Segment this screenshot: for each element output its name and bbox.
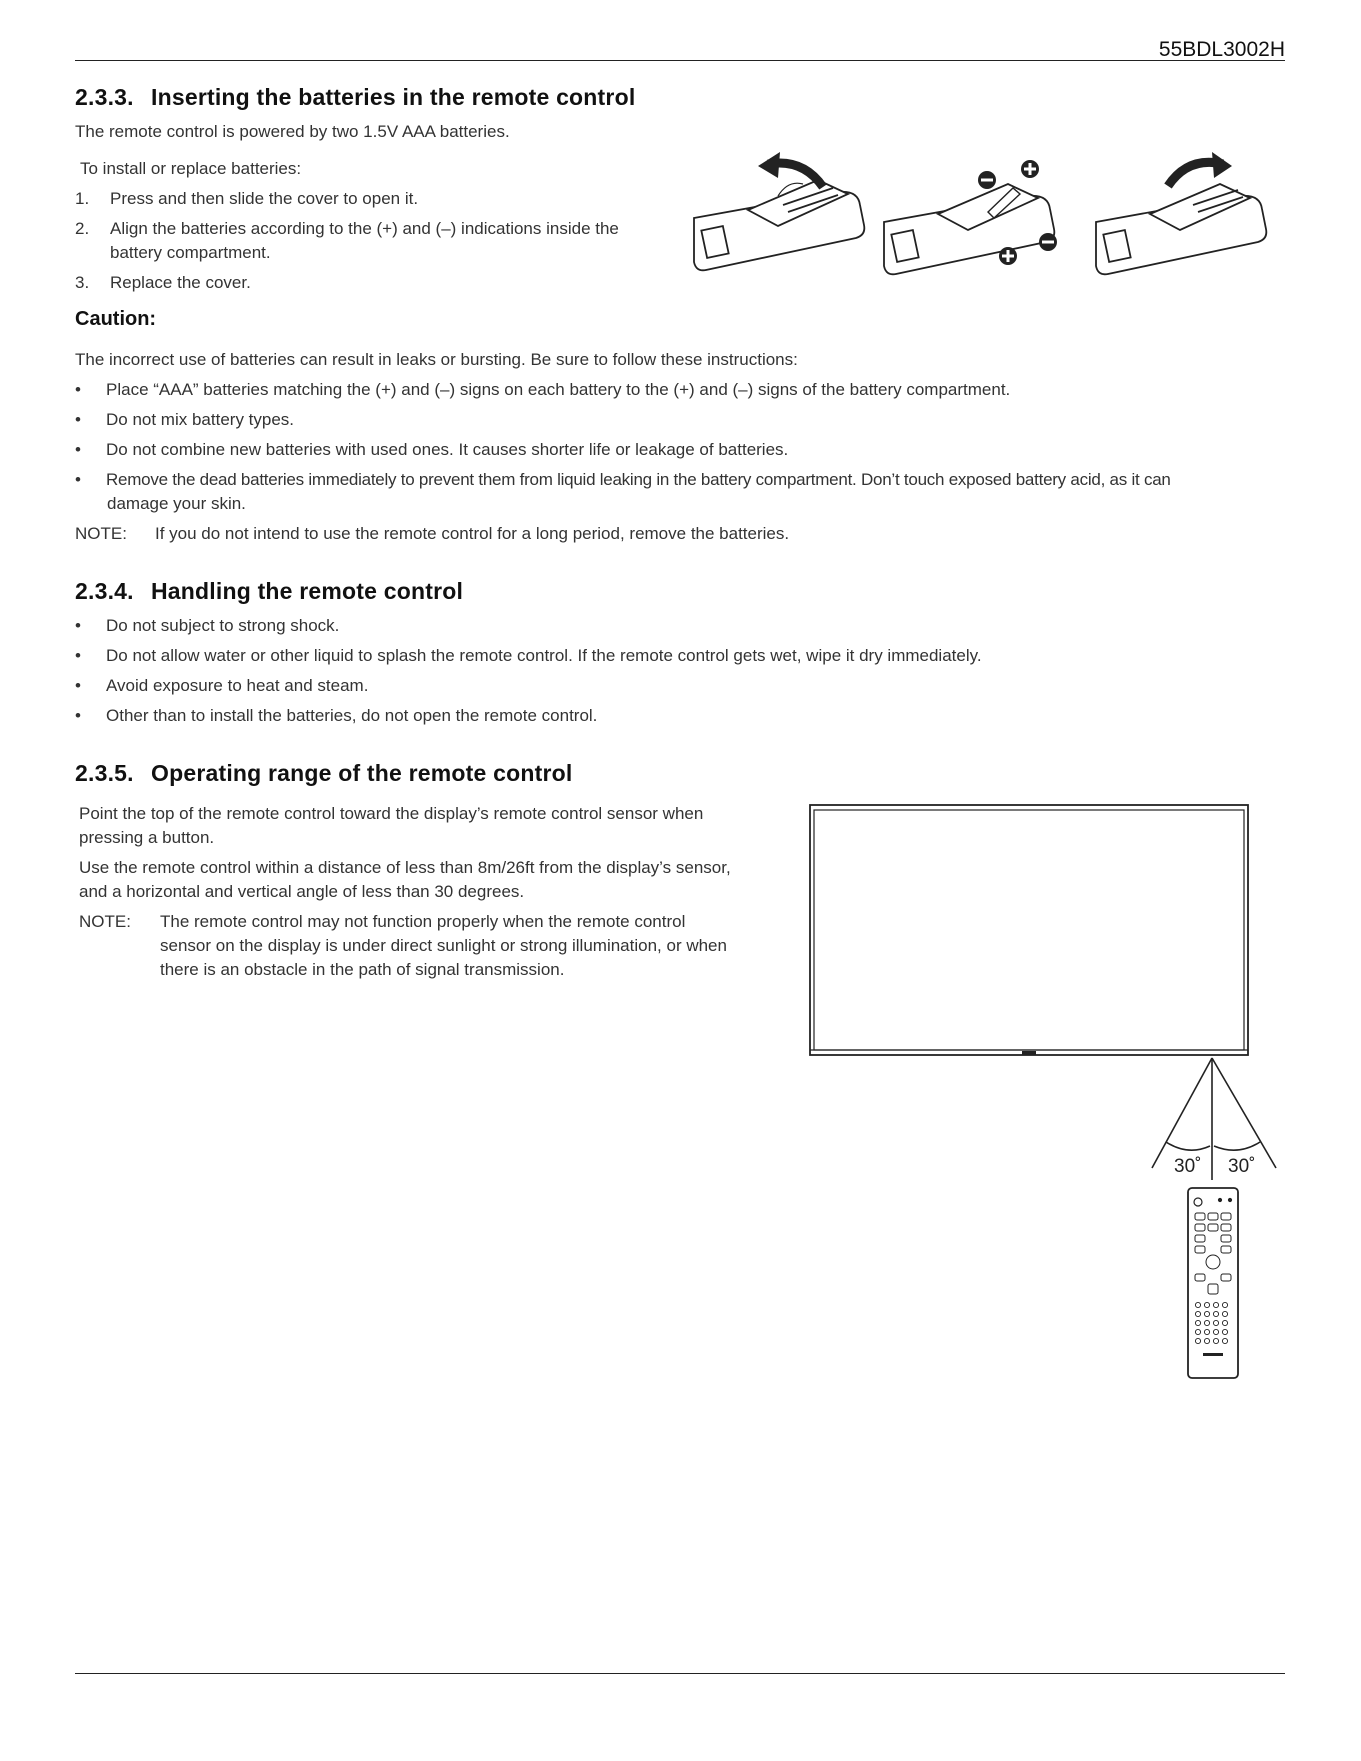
brand-logo-icon — [1203, 1353, 1223, 1356]
range-note-label: NOTE: — [79, 912, 131, 931]
step-number: 3. — [75, 273, 90, 292]
range-note-line-2: sensor on the display is under direct sunlight or strong illumination, or when — [160, 936, 727, 955]
battery-intro: The remote control is powered by two 1.5V AAA batteries. — [75, 122, 510, 141]
caution-label: Caution: — [75, 308, 157, 330]
model-number: 55BDL3002H — [1158, 38, 1285, 61]
step-2 — [75, 217, 619, 241]
bullet-icon: • — [75, 646, 81, 665]
bullet-icon: • — [75, 380, 81, 399]
section-title: Operating range of the remote control — [151, 760, 573, 786]
remote-sensor-icon — [1022, 1051, 1036, 1055]
step-2-continued: battery compartment. — [110, 243, 271, 262]
handling-bullet-3 — [75, 674, 368, 698]
section-number: 2.3.4. — [75, 578, 134, 604]
battery-install-illustration — [688, 150, 1276, 285]
bullet-icon: • — [75, 410, 81, 429]
step-1 — [75, 187, 418, 211]
caution-bullet-4 — [75, 468, 1171, 492]
handling-bullet-4 — [75, 704, 597, 728]
angle-left-label: 30˚ — [1174, 1156, 1202, 1177]
section-title: Handling the remote control — [151, 578, 464, 604]
section-2-3-5-heading — [75, 760, 572, 787]
bullet-icon: • — [75, 706, 81, 725]
bullet-text: Remove the dead batteries immediately to prevent them from liquid leaking in the battery compartment. Don’t touch exposed battery acid, as it can — [106, 470, 1171, 489]
bullet-icon: • — [75, 470, 81, 489]
remote-open-cover-figure — [694, 180, 864, 270]
bullet-icon: • — [75, 616, 81, 635]
step-text: Press and then slide the cover to open it. — [110, 189, 419, 208]
handling-bullet-2 — [75, 644, 982, 668]
step-number: 1. — [75, 189, 90, 208]
caution-bullet-1 — [75, 378, 1010, 402]
section-number: 2.3.3. — [75, 84, 134, 110]
step-number: 2. — [75, 219, 90, 238]
range-para-2-line-2: and a horizontal and vertical angle of less than 30 degrees. — [79, 882, 525, 901]
section-title: Inserting the batteries in the remote control — [151, 84, 636, 110]
note-text: If you do not intend to use the remote control for a long period, remove the batteries. — [155, 524, 790, 543]
bullet-text: Do not allow water or other liquid to splash the remote control. If the remote control gets wet, wipe it dry immediately. — [106, 646, 982, 665]
install-label: To install or replace batteries: — [80, 159, 302, 178]
section-number: 2.3.5. — [75, 760, 134, 786]
range-para-2-line-1: Use the remote control within a distance of less than 8m/26ft from the display’s sensor, — [79, 858, 731, 877]
bullet-icon: • — [75, 440, 81, 459]
caution-bullet-2 — [75, 408, 294, 432]
section-2-3-4-heading — [75, 578, 463, 605]
step-text: Replace the cover. — [110, 273, 251, 292]
range-note-line-1: The remote control may not function properly when the remote control — [160, 912, 686, 931]
note-label: NOTE: — [75, 524, 127, 543]
remote-batteries-figure — [884, 184, 1054, 274]
bullet-icon: • — [75, 676, 81, 695]
handling-bullet-1 — [75, 614, 339, 638]
remote-replace-cover-figure — [1096, 184, 1266, 274]
display-figure — [810, 805, 1248, 1055]
bullet-text: Avoid exposure to heat and steam. — [106, 676, 369, 695]
step-3 — [75, 271, 251, 295]
section-2-3-3-heading — [75, 84, 635, 111]
range-para-1-line-1: Point the top of the remote control toward the display’s remote control sensor when — [79, 804, 704, 823]
bullet-text: Do not subject to strong shock. — [106, 616, 340, 635]
angle-diagram — [1152, 1058, 1276, 1180]
caution-bullet-4-continued: damage your skin. — [107, 494, 246, 513]
battery-note — [75, 522, 789, 546]
range-para-1-line-2: pressing a button. — [79, 828, 215, 847]
bullet-text: Place “AAA” batteries matching the (+) and (–) signs on each battery to the (+) and (–) signs of the battery compartment. — [106, 380, 1011, 399]
angle-right-label: 30˚ — [1228, 1156, 1256, 1177]
operating-range-illustration — [800, 800, 1290, 1390]
step-text: Align the batteries according to the (+) and (–) indications inside the — [110, 219, 619, 238]
header-rule — [75, 60, 1285, 61]
remote-control-figure — [1188, 1188, 1238, 1378]
bullet-text: Do not mix battery types. — [106, 410, 295, 429]
caution-bullet-3 — [75, 438, 788, 462]
footer-rule — [75, 1673, 1285, 1674]
bullet-text: Other than to install the batteries, do not open the remote control. — [106, 706, 598, 725]
bullet-text: Do not combine new batteries with used ones. It causes shorter life or leakage of batteries. — [106, 440, 789, 459]
caution-intro: The incorrect use of batteries can result in leaks or bursting. Be sure to follow these instructions: — [75, 350, 798, 369]
range-note-line-3: there is an obstacle in the path of signal transmission. — [160, 960, 565, 979]
